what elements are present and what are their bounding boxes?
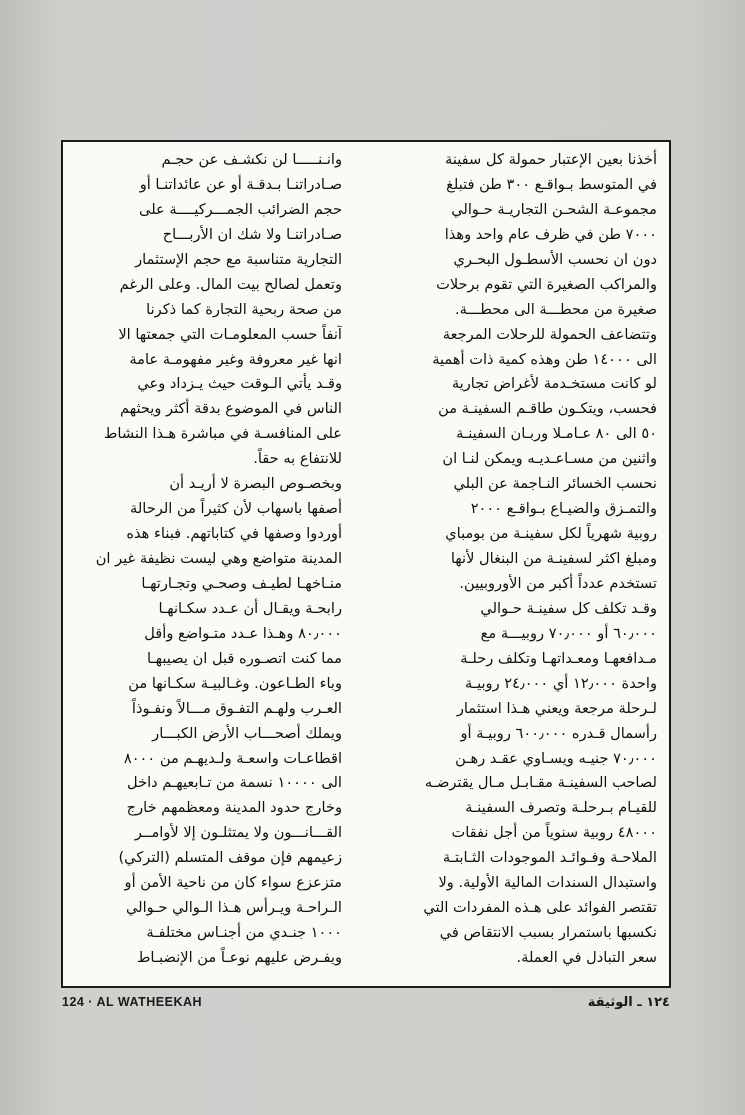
text-line: التجارية متناسبة مع حجم الإستثمار bbox=[135, 250, 342, 268]
text-line: الى ١٠٠٠٠ نسمة من تـابعيهـم داخل bbox=[127, 774, 342, 792]
text-line: آنفاً حسب المعلومـات التي جمعتها الا bbox=[118, 325, 342, 343]
text-line: ٧٠٫٠٠٠ جنيـه ويسـاوي عقـد رهـن bbox=[455, 749, 657, 767]
text-column-left bbox=[77, 148, 342, 971]
text-line: أوردوا وصفها في كتاباتهم. فبناء هذه bbox=[126, 525, 342, 543]
text-line: للانتفاع به حقاً. bbox=[253, 450, 342, 468]
text-line: في المتوسط بـواقـع ٣٠٠ طن فتبلغ bbox=[446, 175, 657, 193]
text-line: مـدافعهـا ومعـداتهـا وتكلف رحلـة bbox=[460, 649, 657, 667]
text-line: على المنافسـة في مباشرة هـذا النشاط bbox=[103, 425, 342, 443]
text-line: الـراحـة ويـرأس هـذا الـوالي حـوالي bbox=[125, 899, 342, 917]
text-line: وتعمل لصالح بيت المال. وعلى الرغم bbox=[119, 275, 342, 293]
text-line: صـادراتنـا ولا شك ان الأربـــاح bbox=[162, 225, 342, 243]
text-line: العـرب ولهـم التفـوق مـــالاً ونفـوذاً bbox=[131, 699, 342, 717]
text-line: زعيمهم فإن موقف المتسلم (التركي) bbox=[118, 849, 342, 867]
text-line: ١٠٠٠ جنـدي من أجنـاس مختلفـة bbox=[146, 924, 342, 942]
text-line: صـادراتنـا بـدقـة أو عن عائداتنـا أو bbox=[139, 175, 342, 193]
text-line: ٤٨٠٠٠ روبية سنوياً من أجل نفقات bbox=[451, 824, 657, 842]
text-line: تقتصر الفوائد على هـذه المفردات التي bbox=[423, 899, 657, 917]
text-line: أخذنا بعين الإعتبار حمولة كل سفينة bbox=[445, 151, 657, 168]
text-line: والتمـزق والضيـاع بـواقـع ٢٠٠٠ bbox=[470, 500, 657, 518]
text-line: فحسب، ويتكـون طاقـم السفينـة من bbox=[438, 400, 657, 418]
text-line: ٦٠٫٠٠٠ أو ٧٠٫٠٠٠ روبيـــة مع bbox=[480, 624, 657, 642]
text-line: للقيـام بـرحلـة وتصرف السفينـة bbox=[465, 799, 657, 817]
text-line: ٧٠٠٠ طن في ظرف عام واحد وهذا bbox=[444, 225, 657, 243]
text-line: وتتضاعف الحمولة للرحلات المرجعة bbox=[442, 325, 657, 343]
text-line: ويفـرض عليهم نوعـاً من الإنضبـاط bbox=[136, 949, 342, 966]
text-line: انها غير معروفة وغير مفهومـة عامة bbox=[129, 350, 342, 368]
text-line: نكسبها باستمرار بسبب الانتقاص في bbox=[439, 924, 657, 942]
text-line: وخارج حدود المدينة ومعظمهم خارج bbox=[126, 799, 342, 817]
text-line: صغيرة من محطـــة الى محطـــة. bbox=[454, 300, 657, 318]
text-line: رابحـة ويقـال أن عـدد سكـانهـا bbox=[158, 599, 342, 617]
text-line: متزعزع سواء كان من ناحية الأمن أو bbox=[124, 874, 342, 892]
article-text-frame bbox=[61, 140, 671, 988]
text-line: الى ١٤٠٠٠ طن وهذه كمية ذات أهمية bbox=[432, 350, 657, 368]
text-line: الناس في الموضوع بدقة أكثر ويحثهم bbox=[120, 400, 342, 418]
text-column-right bbox=[388, 148, 657, 971]
text-line: وقـد تكلف كل سفينـة حـوالي bbox=[480, 599, 657, 617]
text-line: لو كانت مستخـدمة لأغراض تجارية bbox=[451, 375, 657, 393]
text-line: المدينة متواضع وهي ليست نظيفة غير ان bbox=[95, 550, 342, 567]
text-line: نحسب الخسائر النـاجمة عن البلي bbox=[453, 475, 657, 493]
text-line: دون ان نحسب الأسطـول البحـري bbox=[453, 250, 657, 268]
text-line: ٨٠٫٠٠٠ وهـذا عـدد متـواضع وأقل bbox=[144, 624, 342, 642]
text-line: رأسمال قـدره ٦٠٠٫٠٠٠ روبيـة أو bbox=[460, 724, 657, 742]
page-footer-latin: 124 · AL WATHEEKAH bbox=[62, 995, 203, 1009]
text-line: لـرحلة مرجعة ويعني هـذا استثمار bbox=[456, 699, 657, 717]
text-line: مما كنت اتصـوره قبل ان يصيبهـا bbox=[146, 649, 342, 667]
text-line: وانـنـــــا لن نكشـف عن حجـم bbox=[161, 151, 342, 168]
text-line: سعر التبادل في العملة. bbox=[516, 949, 657, 966]
text-line: تستخدم عدداً أكبر من الأوروبيين. bbox=[459, 574, 657, 592]
text-line: ٥٠ الى ٨٠ عـامـلا وربـان السفينـة bbox=[456, 425, 657, 443]
text-line: واثنين من مسـاعـديـه ويمكن لنـا ان bbox=[442, 450, 657, 468]
text-line: حجم الضرائب الجمـــركيــــة على bbox=[139, 200, 342, 218]
text-line: ومبلغ اكثر لسفينـة من البنغال لأنها bbox=[450, 550, 657, 567]
text-line: اقطاعـات واسعـة ولـديهـم من ٨٠٠٠ bbox=[123, 749, 342, 767]
text-line: واحدة ١٢٫٠٠٠ أي ٢٤٫٠٠٠ روبيـة bbox=[464, 674, 657, 692]
text-line: والمراكب الصغيرة التي تقوم برحلات bbox=[436, 275, 657, 293]
text-line: واستبدال السندات المالية الأولية. ولا bbox=[438, 874, 657, 892]
text-line: روبية شهرياً لكل سفينـة من بومباي bbox=[445, 525, 657, 543]
text-line: لصاحب السفينـة مقـابـل مـال يقترضـه bbox=[424, 774, 657, 792]
text-line: ويملك أصحـــاب الأرض الكبـــار bbox=[152, 724, 342, 742]
text-line: وبخصـوص البصرة لا أريـد أن bbox=[169, 475, 342, 493]
text-line: وقـد يأتي الـوقت حيث يـزداد وعي bbox=[137, 375, 342, 393]
text-line: مجموعـة الشحـن التجاريـة حـوالي bbox=[451, 200, 657, 218]
text-line: الملاحـة وفـوائـد الموجودات الثـابتـة bbox=[442, 849, 657, 867]
text-line: وباء الطـاعون. وغـالبيـة سكـانها من bbox=[128, 674, 342, 692]
page-footer-arabic: ١٢٤ ـ الوثيقة bbox=[587, 995, 670, 1010]
text-line: من صحة ربحية التجارة كما ذكرنا bbox=[146, 300, 342, 318]
text-line: منـاخهـا لطيـف وصحـي وتجـارتهـا bbox=[141, 574, 342, 592]
text-line: أصفها باسهاب لأن كثيراً من الرحالة bbox=[130, 500, 342, 518]
text-line: القـــانـــون ولا يمتثلـون إلا لأوامــر bbox=[134, 824, 342, 842]
